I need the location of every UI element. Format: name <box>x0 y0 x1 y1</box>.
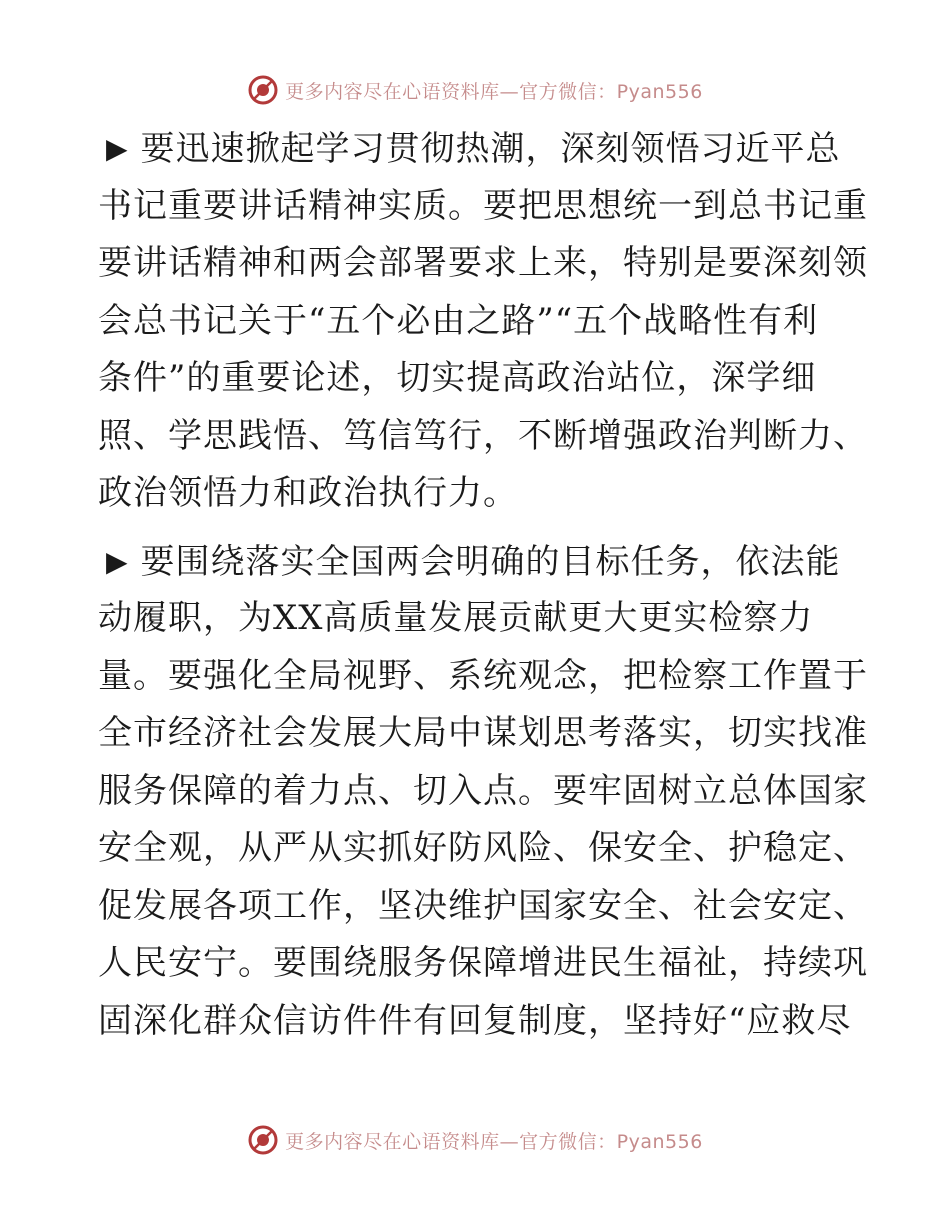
triangle-bullet-icon: ▶ <box>106 544 129 578</box>
document-body <box>98 120 868 1050</box>
watermark-text <box>285 1127 703 1154</box>
paragraph-line: 服务保障的着力点、切入点。要牢固树立总体国家 <box>98 770 868 811</box>
paragraph-line: 固深化群众信访件件有回复制度，坚持好“应救尽 <box>98 1000 852 1041</box>
paragraph-2 <box>98 533 868 1051</box>
watermark-contact: 官方微信：Pyan556 <box>519 1130 703 1153</box>
brand-logo-icon <box>247 1124 279 1156</box>
watermark-contact: 官方微信：Pyan556 <box>519 80 703 103</box>
paragraph-line: 全市经济社会发展大局中谋划思考落实，切实找准 <box>98 713 868 753</box>
paragraph-line: 会总书记关于“五个必由之路”“五个战略性有利 <box>98 300 819 341</box>
watermark-title: 更多内容尽在心语资料库 <box>285 1130 500 1153</box>
paragraph-line <box>98 120 858 178</box>
paragraph-line: 条件”的重要论述，切实提高政治站位，深学细 <box>98 358 817 398</box>
paragraph-1 <box>98 120 868 523</box>
brand-logo-icon <box>247 74 279 106</box>
paragraph-line: 书记重要讲话精神实质。要把思想统一到总书记重 <box>98 185 868 226</box>
paragraph-line: 照、学思践悟、笃信笃行，不断增强政治判断力、 <box>98 415 868 456</box>
footer-watermark <box>0 1120 950 1160</box>
paragraph-line: 要讲话精神和两会部署要求上来，特别是要深刻领 <box>98 243 868 283</box>
paragraph-line <box>98 533 858 591</box>
watermark-title: 更多内容尽在心语资料库 <box>285 80 500 103</box>
paragraph-line: 政治领悟力和政治执行力。 <box>98 473 518 513</box>
watermark-separator: — <box>499 1130 520 1153</box>
paragraph-line: 量。要强化全局视野、系统观念，把检察工作置于 <box>98 655 868 696</box>
line-text: 要迅速掀起学习贯彻热潮，深刻领悟习近平总 <box>140 129 841 169</box>
triangle-bullet-icon: ▶ <box>106 132 129 165</box>
watermark-text <box>285 77 703 104</box>
paragraph-line: 人民安宁。要围绕服务保障增进民生福祉，持续巩 <box>98 943 868 983</box>
header-watermark <box>0 70 950 110</box>
paragraph-line: 促发展各项工作，坚决维护国家安全、社会安定、 <box>98 885 868 926</box>
paragraph-line: 安全观，从严从实抓好防风险、保安全、护稳定、 <box>98 828 868 868</box>
paragraph-line: 动履职，为XX高质量发展贡献更大更实检察力 <box>98 598 814 638</box>
watermark-separator: — <box>499 80 520 103</box>
line-text: 要围绕落实全国两会明确的目标任务，依法能 <box>140 541 841 582</box>
